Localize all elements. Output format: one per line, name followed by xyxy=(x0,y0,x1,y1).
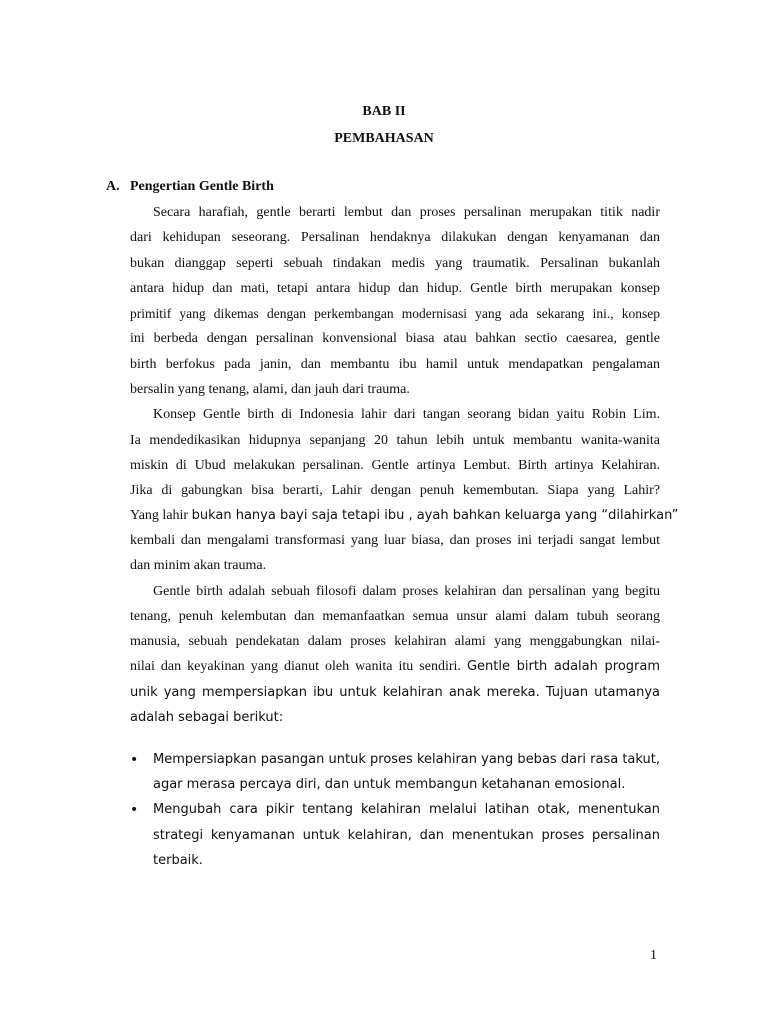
paragraph-line: Gentle birth adalah sebuah filosofi dalam proses kelahiran dan persalinan yang begitu xyxy=(153,584,660,599)
bullet-line: Mengubah cara pikir tentang kelahiran melalui latihan otak, menentukan xyxy=(153,802,660,817)
chapter-heading: BAB II xyxy=(362,104,406,119)
paragraph-line: dari kehidupan seseorang. Persalinan hendaknya dilakukan dengan kenyamanan dan xyxy=(130,230,660,245)
paragraph-line: Ia mendedikasikan hidupnya sepanjang 20 tahun lebih untuk membantu wanita-wanita xyxy=(130,433,660,448)
text-run: Yang lahir xyxy=(130,508,192,523)
paragraph-line: ini berbeda dengan persalinan konvensional biasa atau bahkan sectio caesarea, gentle xyxy=(130,331,660,346)
text-run-sans: Gentle birth adalah program xyxy=(466,659,661,674)
section-label: A. xyxy=(106,179,120,194)
paragraph-line: manusia, sebuah pendekatan dalam proses kelahiran alami yang menggabungkan nilai- xyxy=(130,634,660,649)
bullet-symbol: • xyxy=(130,802,139,818)
paragraph-line: adalah sebagai berikut: xyxy=(130,710,284,725)
bullet-line: terbaik. xyxy=(153,853,203,868)
paragraph-line: dan minim akan trauma. xyxy=(130,558,267,573)
text-run: nilai dan keyakinan yang dianut oleh wanita itu sendiri. xyxy=(130,659,467,674)
paragraph-line: primitif yang dikemas dengan perkembangan modernisasi yang ada sekarang ini., konsep xyxy=(130,306,660,321)
paragraph-line: kembali dan mengalami transformasi yang luar biasa, dan proses ini terjadi sangat lembut xyxy=(130,533,660,548)
paragraph-line: bersalin yang tenang, alami, dan jauh dari trauma. xyxy=(130,382,410,397)
paragraph-line: miskin di Ubud melakukan persalinan. Gentle artinya Lembut. Birth artinya Kelahiran. xyxy=(130,458,660,473)
paragraph-line: tenang, penuh kelembutan dan memanfaatkan semua unsur alami dalam tubuh seorang xyxy=(130,609,660,624)
bullet-line: strategi kenyamanan untuk kelahiran, dan menentukan proses persalinan xyxy=(153,828,660,843)
paragraph-line: unik yang mempersiapkan ibu untuk kelahiran anak mereka. Tujuan utamanya xyxy=(130,685,660,700)
text-run-sans: bukan hanya bayi saja tetapi ibu , ayah bahkan keluarga yang “dilahirkan” xyxy=(191,508,679,523)
bullet-symbol: • xyxy=(130,752,139,768)
page-number: 1 xyxy=(650,948,657,963)
bullet-line: Mempersiapkan pasangan untuk proses kelahiran yang bebas dari rasa takut, xyxy=(153,752,660,767)
bullet-line: agar merasa percaya diri, dan untuk membangun ketahanan emosional. xyxy=(153,777,626,792)
chapter-title: PEMBAHASAN xyxy=(334,131,434,146)
paragraph-line: Secara harafiah, gentle berarti lembut dan proses persalinan merupakan titik nadir xyxy=(153,205,660,220)
paragraph-line-mixed xyxy=(130,508,679,524)
paragraph-line: bukan dianggap seperti sebuah tindakan medis yang traumatik. Persalinan bukanlah xyxy=(130,256,660,271)
paragraph-line: birth berfokus pada janin, dan membantu ibu hamil untuk mendapatkan pengalaman xyxy=(130,357,660,372)
paragraph-line-mixed xyxy=(130,659,660,675)
paragraph-line: Konsep Gentle birth di Indonesia lahir dari tangan seorang bidan yaitu Robin Lim. xyxy=(153,407,660,422)
section-title: Pengertian Gentle Birth xyxy=(130,179,274,194)
paragraph-line: Jika di gabungkan bisa berarti, Lahir dengan penuh kemembutan. Siapa yang Lahir? xyxy=(130,483,660,498)
paragraph-line: antara hidup dan mati, tetapi antara hidup dan hidup. Gentle birth merupakan konsep xyxy=(130,281,660,296)
